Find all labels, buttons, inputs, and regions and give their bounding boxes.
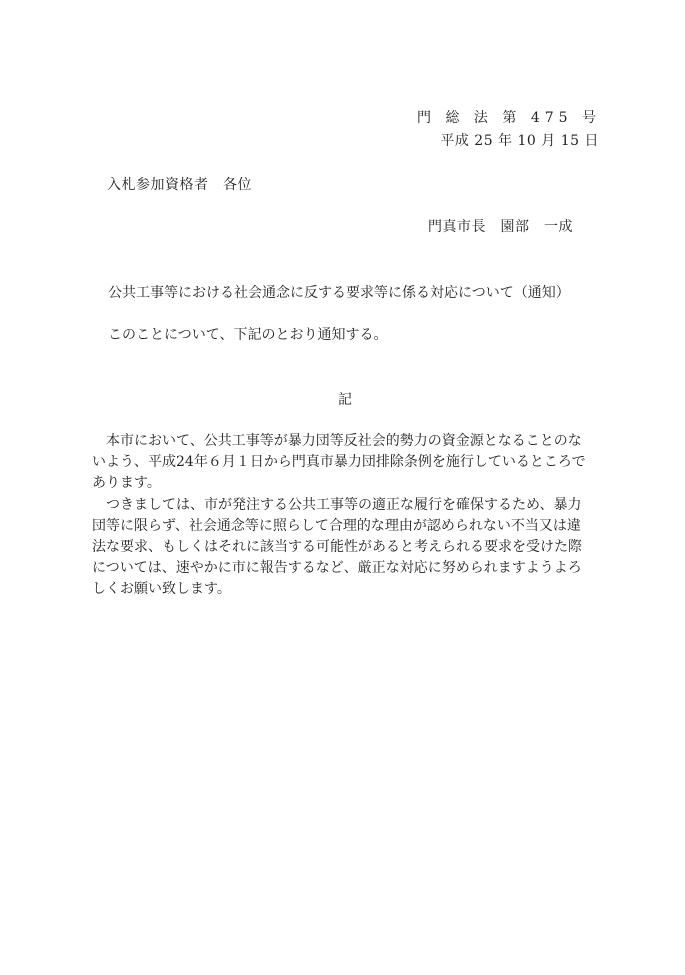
document-date: 平成 25 年 10 月 15 日 (440, 133, 599, 149)
recipient: 入札参加資格者 各位 (107, 177, 252, 193)
sender: 門真市長 園部 一成 (428, 219, 573, 235)
body-line: 本市において、公共工事等が暴力団等反社会的勢力の資金源となることのな (92, 433, 582, 449)
body-line: 法な要求、もしくはそれに該当する可能性があると考えられる要求を受けた際 (92, 538, 582, 555)
document-number: 門 総 法 第 475 号 (417, 110, 601, 126)
ki-heading: 記 (338, 392, 352, 408)
body-line: しくお願い致します。 (92, 581, 231, 598)
body-text (92, 431, 612, 601)
body-line: については、速やかに市に報告するなど、厳正な対応に努められますようよろ (92, 560, 582, 577)
body-line: あります。 (92, 475, 161, 492)
document-subject: 公共工事等における社会通念に反する要求等に係る対応について（通知） (108, 285, 570, 301)
body-line: いよう、平成24年６月１日から門真市暴力団排除条例を施行しているところで (92, 454, 586, 471)
body-line: 団等に限らず、社会通念等に照らして合理的な理由が認められない不当又は違 (92, 517, 581, 534)
body-line: つきましては、市が発注する公共工事等の適正な履行を確保するため、暴力 (92, 496, 582, 513)
intro-text: このことについて、下記のとおり通知する。 (108, 327, 388, 343)
